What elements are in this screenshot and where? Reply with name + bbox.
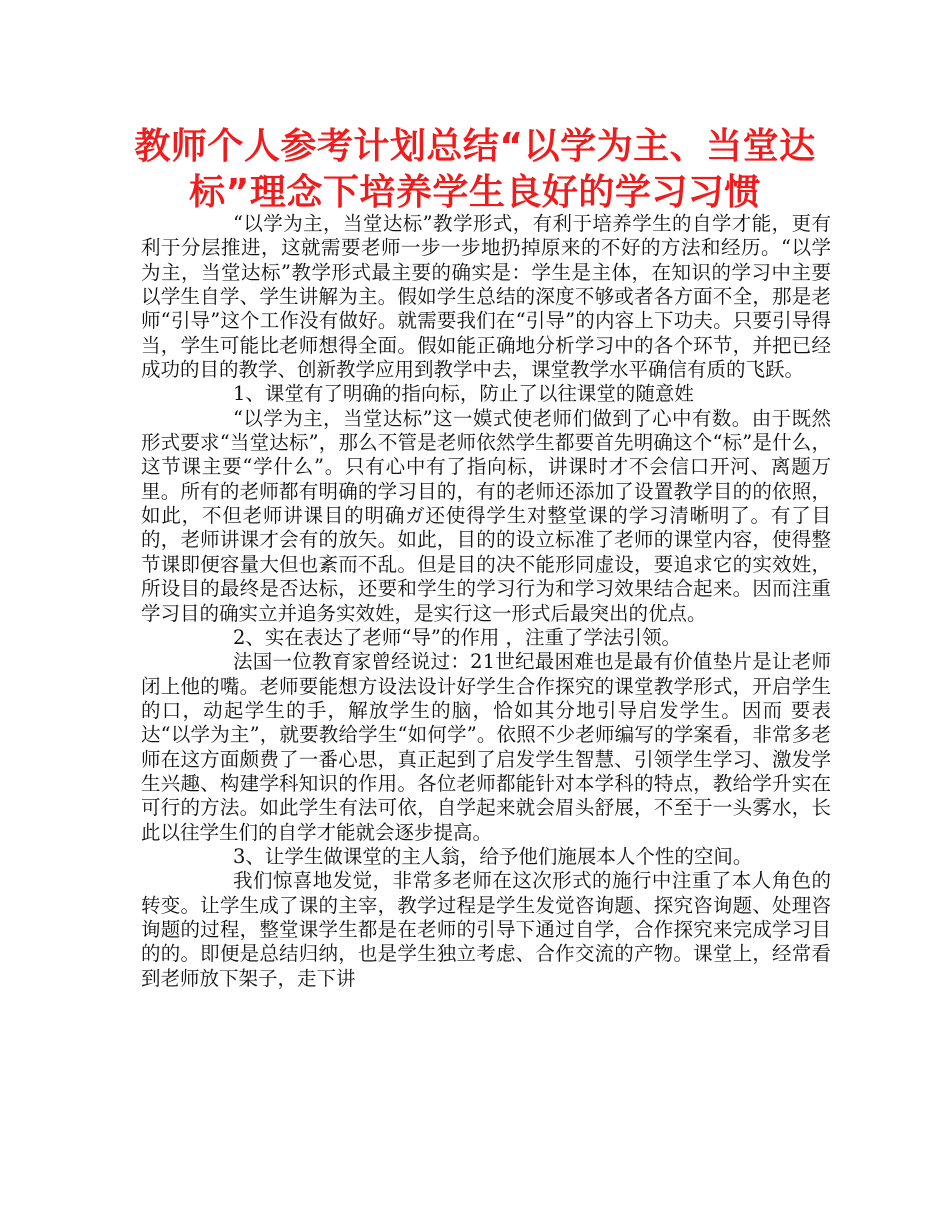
- document-title: 教师个人参考计划总结“以学为主、当堂达标”理念下培养学生良好的学习习惯: [134, 126, 816, 213]
- document-body: [141, 212, 831, 991]
- section-heading-3: 3、让学生做课堂的主人翁，给予他们施展本人个性的空间。: [233, 844, 753, 868]
- section-heading-2: 2、实在表达了老师“导”的作用 ，注重了学法引领。: [233, 625, 682, 649]
- body-paragraph-2: 法国一位教育家曾经说过：21世纪最困难也是最有价值垫片是让老师闭上他的嘴。老师要能想方设法设计好学生合作探究的课堂教学形式，开启学生的口，动起学生的手，解放学生的脑，恰如其分地引导启发学生。因而 要表达“以学为主”，就要教给学生“如何学”。依照不少老师编写的学案看，非常多老师在这方面颇费了一番心思，真正起到了启发学生智慧、引领学生学习、激发学生兴趣、构建学科知识的作用。各位老师都能针对本学科的特点，教给学升实在可行的方法。如此学生有法可依，自学起来就会眉头舒展，不至于一头雾水，长此以往学生们的自学才能就会逐步提高。: [141, 650, 831, 844]
- body-paragraph-3: 我们惊喜地发觉，非常多老师在这次形式的施行中注重了本人角色的转变。让学生成了课的主宰，教学过程是学生发觉咨询题、探究咨询题、处理咨询题的过程，整堂课学生都是在老师的引导下通过自学，合作探究来完成学习目的的。即便是总结归纳，也是学生独立考虑、合作交流的产物。课堂上，经常看到老师放下架子，走下讲: [141, 869, 831, 990]
- body-paragraph-intro: “以学为主，当堂达标”教学形式，有利于培养学生的自学才能，更有利于分层推进，这就需要老师一步一步地扔掉原来的不好的方法和经历。“以学为主，当堂达标”教学形式最主要的确实是：学生是主体，在知识的学习中主要以学生自学、学生讲解为主。假如学生总结的深度不够或者各方面不全，那是老师“引导”这个工作没有做好。就需要我们在“引导”的内容上下功夫。只要引导得当，学生可能比老师想得全面。假如能正确地分析学习中的各个环节，并把已经成功的目的教学、创新教学应用到教学中去，课堂教学水平确信有质的飞跃。: [141, 212, 831, 382]
- section-heading-1: 1、课堂有了明确的指向标，防止了以往课堂的随意姓: [233, 382, 694, 406]
- body-paragraph-1: “以学为主，当堂达标”这一嫫式使老师们做到了心中有数。由于既然形式要求“当堂达标”，那么不管是老师依然学生都要首先明确这个“标”是什么，这节课主要“学什么”。只有心中有了指向标，讲课时才不会信口开河、离题万里。所有的老师都有明确的学习目的，有的老师还添加了设置教学目的的依照，如此，不但老师讲课目的明确ガ还使得学生对整堂课的学习清晰明了。有了目的，老师讲课才会有的放矢。如此，目的的设立标准了老师的课堂内容，使得整节课即便容量大但也紊而不乱。但是目的决不能形同虚设，要追求它的实效姓，所设目的最终是否达标，还要和学生的学习行为和学习效果结合起来。因而注重学习目的确实立并追务实效姓，是实行这一形式后最突出的优点。: [141, 406, 831, 625]
